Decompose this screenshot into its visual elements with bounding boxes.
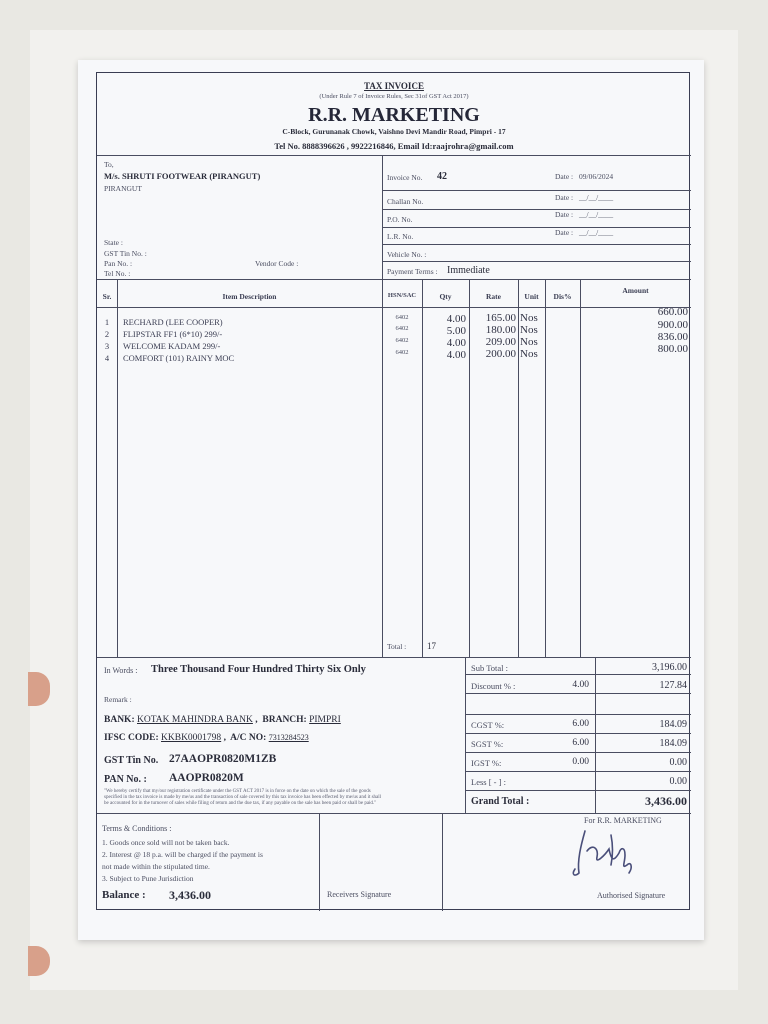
divider [382, 209, 691, 210]
row-rate: 200.00 [485, 348, 516, 360]
total-label: Total : [387, 642, 407, 651]
sgst-label: SGST %: [471, 739, 504, 749]
col-header-qty: Qty [439, 292, 452, 301]
divider [97, 813, 691, 814]
ac-label: A/C NO: [230, 733, 267, 743]
row-amount: 660.00 [657, 306, 688, 318]
row-hsn: 6402 [395, 325, 409, 332]
invoice-no-label: Invoice No. [387, 173, 423, 182]
payment-terms: Immediate [447, 265, 490, 276]
payment-terms-label: Payment Terms : [387, 267, 438, 276]
row-rate: 165.00 [485, 312, 516, 324]
sgst-pct: 6.00 [572, 738, 589, 748]
row-unit: Nos [520, 312, 538, 324]
col-header-hsn: HSN/SAC [387, 292, 417, 299]
divider [117, 279, 118, 657]
bank-sep: , [255, 715, 261, 725]
ifsc-sep: , [223, 733, 229, 743]
term-1: 1. Goods once sold will not be taken back. [102, 838, 230, 847]
invoice-no: 42 [437, 171, 447, 182]
bank-line [104, 716, 341, 726]
balance-amount: 3,436.00 [169, 888, 211, 902]
buyer-gst-label: GST Tin No. : [104, 249, 147, 258]
divider [382, 190, 691, 191]
branch-name: PIMPRI [309, 715, 341, 725]
row-amount: 836.00 [657, 331, 688, 343]
divider [382, 261, 691, 262]
terms-title: Terms & Conditions : [102, 824, 172, 833]
row-rate: 180.00 [485, 324, 516, 336]
discount-label: Discount % : [471, 681, 516, 691]
divider [545, 279, 546, 657]
divider [319, 813, 320, 911]
buyer-tel-label: Tel No. : [104, 269, 131, 278]
lr-label: L.R. No. [387, 232, 414, 241]
row-qty: 4.00 [446, 337, 466, 349]
row-sr: 2 [104, 329, 110, 339]
row-hsn: 6402 [395, 314, 409, 321]
company-address: C-Block, Gurunanak Chowk, Vaishno Devi Mandir Road, Pimpri - 17 [282, 127, 506, 136]
balance-label: Balance : [102, 889, 146, 901]
total-qty: 17 [427, 641, 436, 651]
seller-pan: AAOPR0820M [169, 772, 244, 784]
row-hsn: 6402 [395, 349, 409, 356]
row-qty: 5.00 [446, 325, 466, 337]
invoice-frame [96, 72, 690, 910]
po-date-label: Date : [555, 210, 574, 219]
divider [97, 155, 691, 156]
divider [382, 227, 691, 228]
term-2-cont: not made within the stipulated time. [102, 862, 210, 871]
sub-total: 3,196.00 [652, 662, 687, 673]
sgst-amount: 184.09 [659, 738, 687, 749]
po-label: P.O. No. [387, 215, 413, 224]
doc-type: TAX INVOICE [364, 81, 424, 91]
seller-gst-label: GST Tin No. [104, 755, 159, 766]
invoice-sheet [78, 60, 704, 940]
company-name: R.R. MARKETING [308, 104, 480, 126]
divider [465, 714, 691, 715]
grand-total: 3,436.00 [645, 794, 687, 808]
divider [465, 674, 691, 675]
grand-total-label: Grand Total : [471, 796, 530, 807]
col-header-rate: Rate [486, 292, 501, 301]
buyer-name: M/s. SHRUTI FOOTWEAR (PIRANGUT) [104, 171, 261, 181]
term-3: 3. Subject to Pune Jurisdiction [102, 874, 194, 883]
row-sr: 4 [104, 353, 110, 363]
less-label: Less [ - ] : [471, 777, 506, 787]
remark-label: Remark : [104, 695, 132, 704]
discount-pct: 4.00 [572, 680, 589, 690]
vehicle-label: Vehicle No. : [387, 250, 427, 259]
buyer-city: PIRANGUT [104, 184, 142, 193]
divider [465, 752, 691, 753]
divider [382, 279, 383, 657]
divider [465, 733, 691, 734]
ac-number: 7313284523 [268, 733, 309, 742]
row-description: RECHARD (LEE COOPER) [123, 317, 223, 327]
discount-amount: 127.84 [659, 680, 687, 691]
less-amount: 0.00 [669, 776, 687, 787]
challan-date-label: Date : [555, 193, 574, 202]
ifsc-label: IFSC CODE: [104, 733, 159, 743]
igst-pct: 0.00 [572, 757, 589, 767]
igst-label: IGST %: [471, 758, 502, 768]
row-unit: Nos [520, 324, 538, 336]
sub-total-label: Sub Total : [471, 663, 509, 673]
date-label: Date : [555, 172, 574, 181]
cgst-amount: 184.09 [659, 719, 687, 730]
po-date: __/__/____ [579, 210, 614, 219]
branch-label: BRANCH: [262, 715, 307, 725]
row-description: FLIPSTAR FF1 (6*10) 299/- [123, 329, 223, 339]
authorised-signature-label: Authorised Signature [597, 891, 666, 900]
row-unit: Nos [520, 348, 538, 360]
to-label: To, [104, 160, 114, 169]
divider [382, 244, 691, 245]
term-2: 2. Interest @ 18 p.a. will be charged if the payment is [102, 850, 263, 859]
divider [465, 693, 691, 694]
rule-note: (Under Rule 7 of Invoice Rules, Sec 31of GST Act 2017) [319, 93, 469, 100]
cgst-pct: 6.00 [572, 719, 589, 729]
gst-declaration: "We hereby certify that my/our registration certificate under the GST ACT 2017 is in force on the date on which the sale of the goods specified in the tax invoice is made by me/us and the transaction of sale covered by this tax invoice has been effected by me/us and it shall be accounted for in the turnover of sales while filing of return and the due tax, if any payable on the sale has been paid or shall be paid." [104, 789, 382, 806]
divider [97, 657, 691, 658]
row-description: WELCOME KADAM 299/- [123, 341, 221, 351]
receivers-signature-label: Receivers Signature [327, 890, 392, 899]
invoice-date: 09/06/2024 [579, 172, 614, 181]
row-sr: 1 [104, 317, 110, 327]
state-label: State : [104, 238, 123, 247]
row-qty: 4.00 [446, 349, 466, 361]
seller-gst: 27AAOPR0820M1ZB [169, 753, 277, 765]
challan-date: __/__/____ [579, 193, 614, 202]
col-header-description: Item Description [222, 292, 277, 301]
ifsc-code: KKBK0001798 [161, 733, 222, 743]
col-header-amount: Amount [622, 286, 649, 295]
col-header-dis: Dis% [553, 292, 572, 301]
row-hsn: 6402 [395, 337, 409, 344]
finger-top [28, 672, 50, 706]
in-words-label: In Words : [104, 666, 138, 675]
seller-pan-label: PAN No. : [104, 774, 147, 785]
company-contact: Tel No. 8888396626 , 9922216846, Email Id:raajrohra@gmail.com [274, 141, 514, 151]
buyer-pan-label: Pan No. : [104, 259, 133, 268]
igst-amount: 0.00 [669, 757, 687, 768]
for-company: For R.R. MARKETING [584, 816, 662, 825]
vendor-code-label: Vendor Code : [255, 259, 299, 268]
divider [518, 279, 519, 657]
col-header-unit: Unit [524, 292, 539, 301]
row-sr: 3 [104, 341, 110, 351]
row-rate: 209.00 [485, 336, 516, 348]
divider [465, 790, 691, 791]
row-amount: 900.00 [657, 319, 688, 331]
lr-date-label: Date : [555, 228, 574, 237]
challan-label: Challan No. [387, 197, 424, 206]
row-amount: 800.00 [657, 343, 688, 355]
in-words: Three Thousand Four Hundred Thirty Six Only [151, 664, 366, 675]
row-qty: 4.00 [446, 313, 466, 325]
cgst-label: CGST %: [471, 720, 505, 730]
col-header-sr: Sr. [102, 292, 112, 301]
bank-label: BANK: [104, 715, 135, 725]
ifsc-line [104, 734, 309, 744]
row-description: COMFORT (101) RAINY MOC [123, 353, 235, 363]
lr-date: __/__/____ [579, 228, 614, 237]
row-unit: Nos [520, 336, 538, 348]
divider [442, 813, 443, 911]
divider [97, 279, 691, 280]
bank-name: KOTAK MAHINDRA BANK [137, 715, 253, 725]
authorised-signature-mark [567, 825, 647, 881]
divider [465, 771, 691, 772]
